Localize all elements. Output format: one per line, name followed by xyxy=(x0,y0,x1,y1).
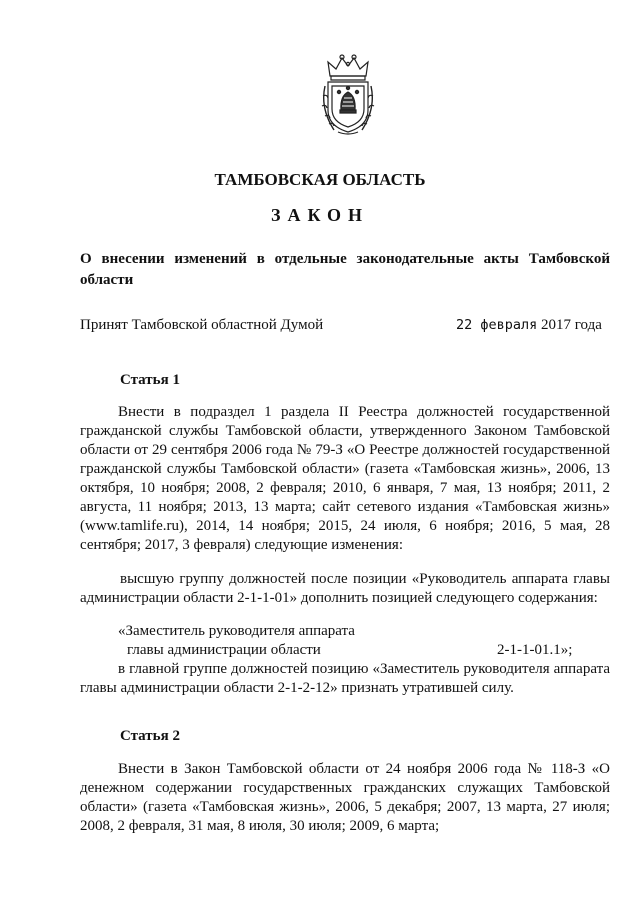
inserted-position-code: 2-1-1-01.1»; xyxy=(497,642,573,658)
article-1-change-2-text: в главной группе должностей позицию «Заместитель руководителя аппарата главы администрации области 2-1-2-12» признать утратившей силу. xyxy=(80,661,610,696)
inserted-position-line-1: «Заместитель руководителя аппарата xyxy=(118,623,355,639)
adoption-date-day-month: 22 февраля xyxy=(456,317,538,333)
coat-of-arms-emblem xyxy=(318,52,378,136)
article-2-intro-text: Внести в Закон Тамбовской области от 24 ноября 2006 года № 118-З «О денежном содержании государственных гражданских служащих Тамбовской области» (газета «Тамбовская жизнь», 2006, 5 декабря; 2007, 13 марта, 27 июля; 2008, 2 февраля, 31 мая, 8 июля, 30 июля; 2009, 6 марта; xyxy=(80,761,610,834)
adopted-by: Принят Тамбовской областной Думой xyxy=(80,317,324,333)
article-1-intro xyxy=(80,403,610,555)
region-title: ТАМБОВСКАЯ ОБЛАСТЬ xyxy=(214,170,426,189)
article-1-change-1 xyxy=(80,570,610,608)
article-2-intro xyxy=(80,760,610,836)
article-1-intro-text: Внести в подраздел 1 раздела II Реестра должностей государственной гражданской службы Тамбовской области, утвержденного Законом Тамбовской области от 29 сентября 2006 года № 79-З «О Реестре должностей государственной гражданской службы Тамбовской области» (газета «Тамбовская жизнь», 2006, 13 октября, 10 ноября; 2008, 2 февраля; 2010, 6 января, 7 мая, 13 ноября; 2011, 2 августа, 11 ноября; 2013, 13 марта; сайт сетевого издания «Тамбовская жизнь» (www.tamlife.ru), 2014, 14 ноября; 2015, 24 июля, 6 ноября; 2016, 5 мая, 28 сентября; 2017, 3 февраля) следующие изменения: xyxy=(80,404,610,553)
document-type-title: ЗАКОН xyxy=(270,205,370,225)
adoption-date xyxy=(456,317,602,334)
law-subject: О внесении изменений в отдельные законодательные акты Тамбовской области xyxy=(80,251,610,288)
article-1-change-1-text: высшую группу должностей после позиции «Руководитель аппарата главы администрации области 2-1-1-01» дополнить позицией следующего содержания: xyxy=(80,571,610,606)
article-2-heading: Статья 2 xyxy=(120,728,180,744)
article-1-heading: Статья 1 xyxy=(120,372,180,388)
article-1-change-2 xyxy=(80,660,610,698)
inserted-position-line-2: главы администрации области xyxy=(127,642,321,658)
adoption-date-year: 2017 года xyxy=(537,317,602,333)
